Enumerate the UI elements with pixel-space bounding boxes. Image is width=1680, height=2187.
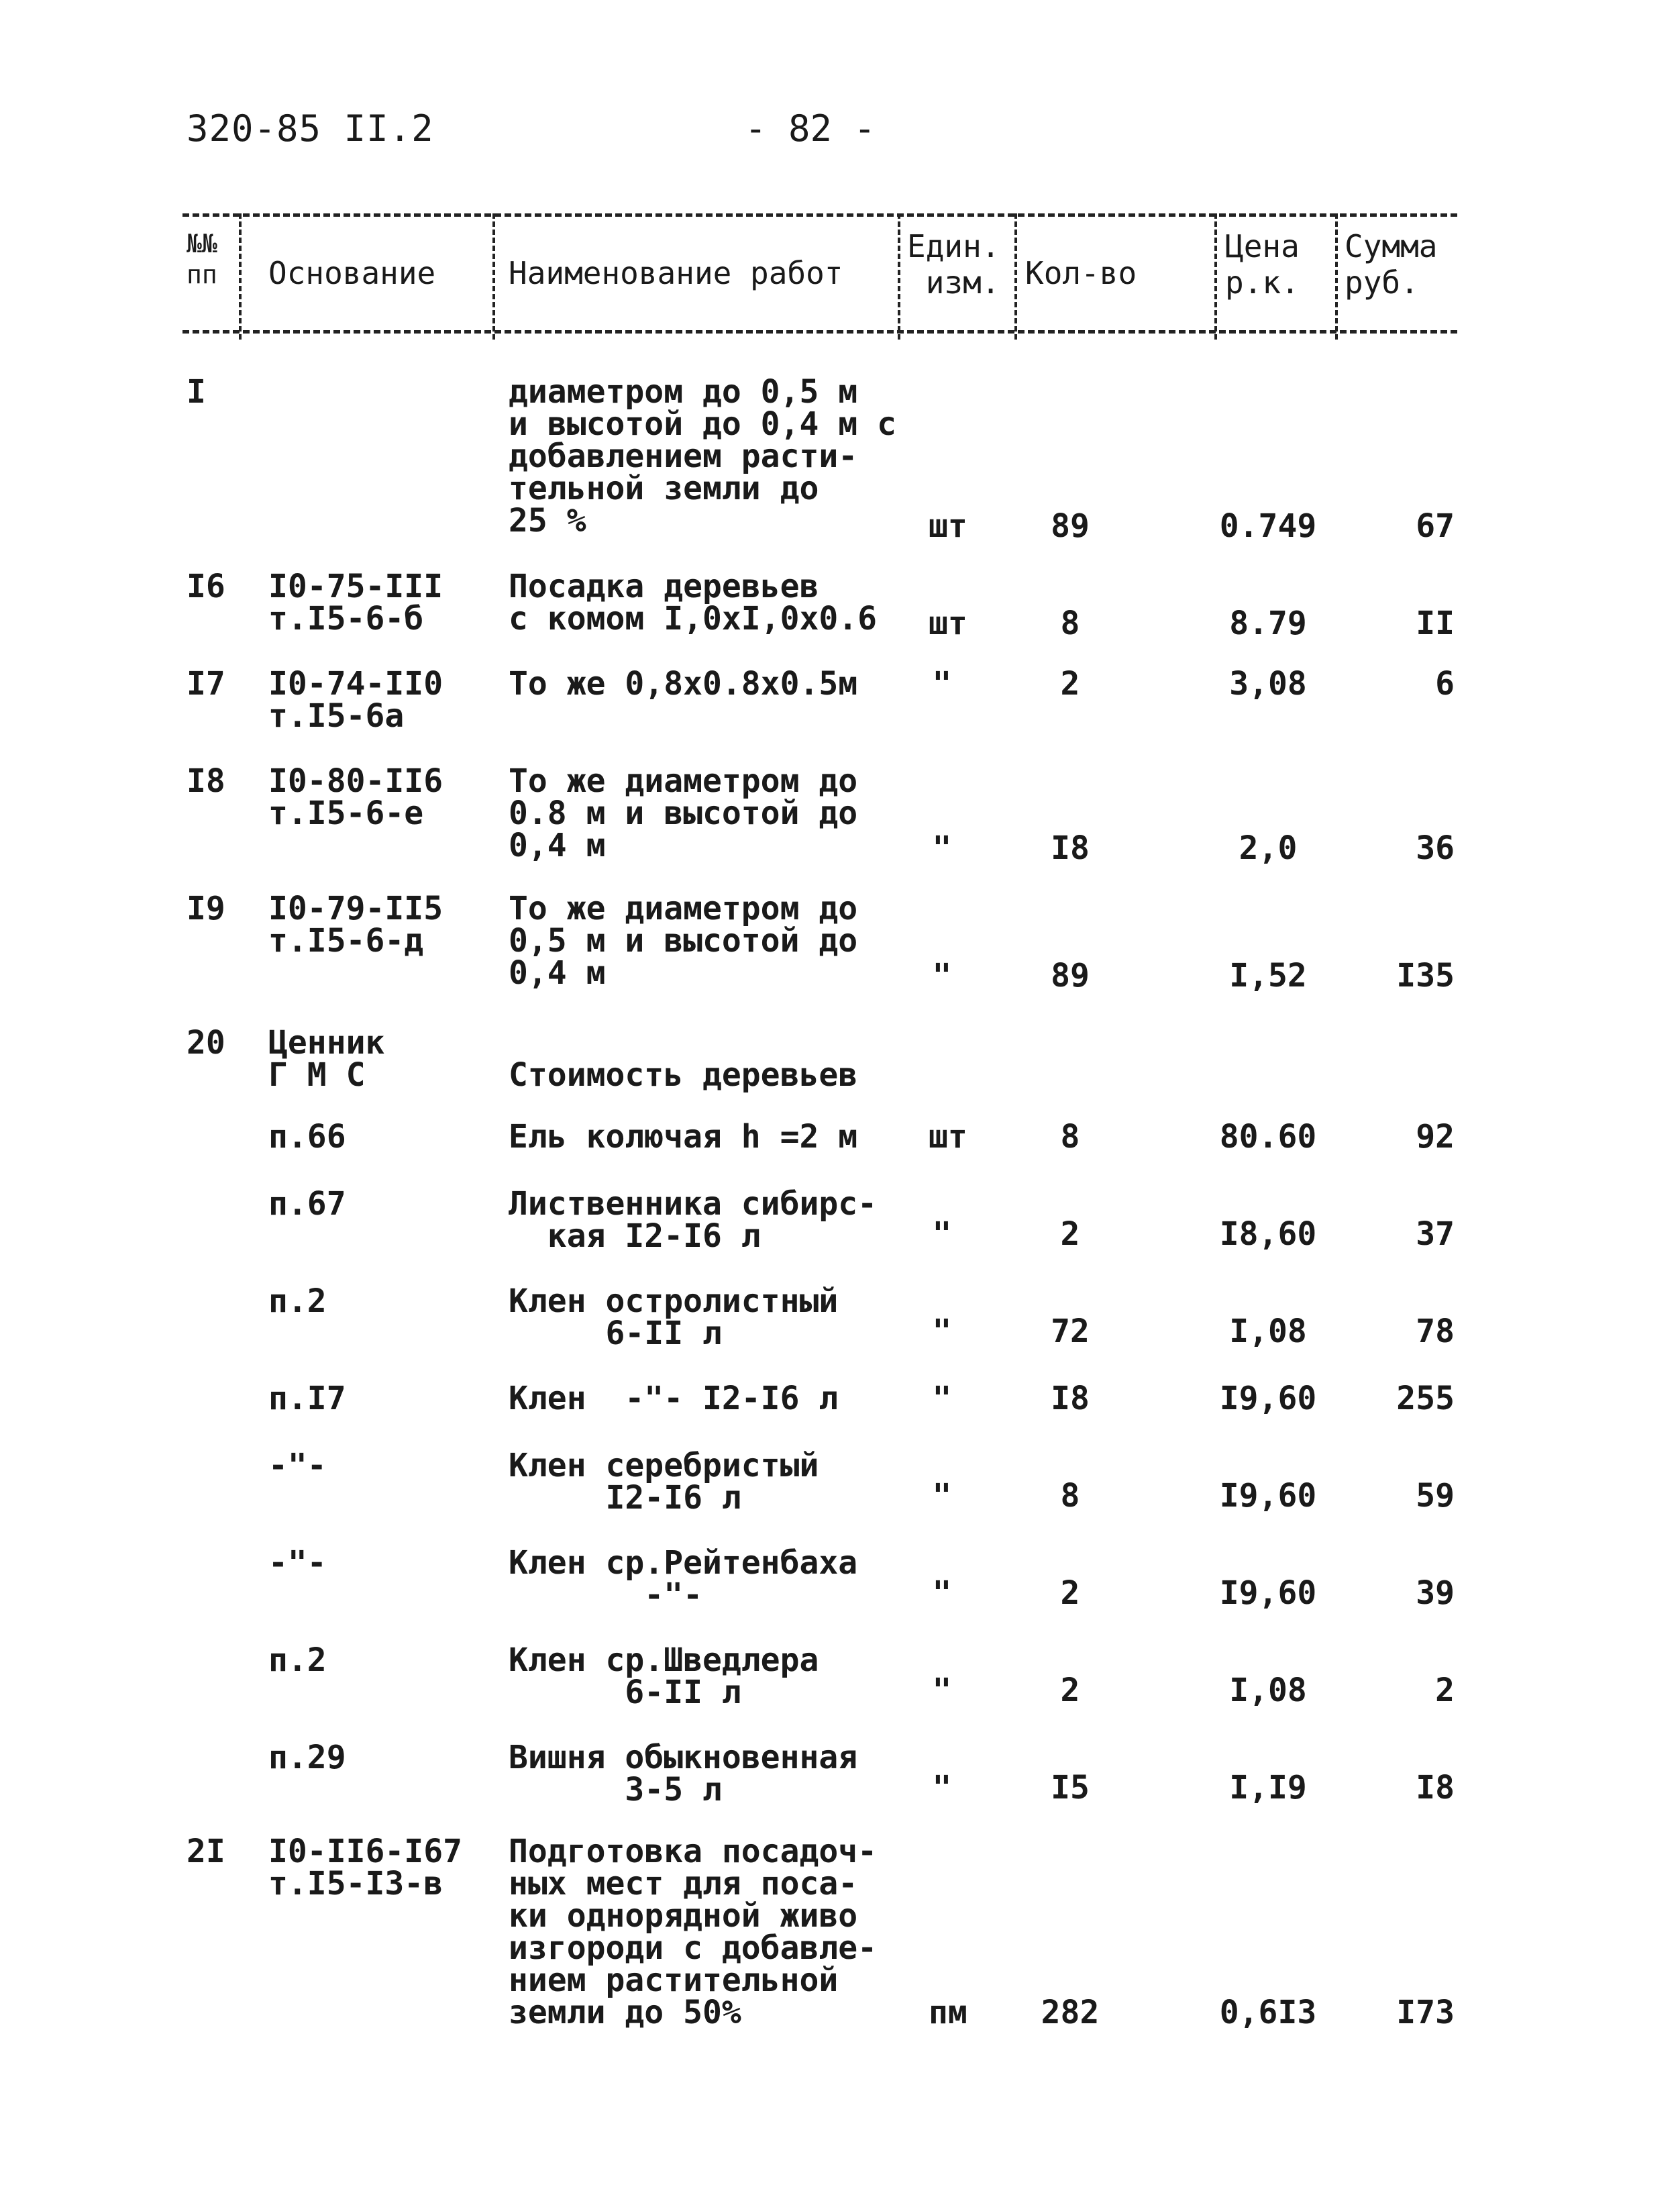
cell-qty: I5 — [1051, 1769, 1090, 1807]
cell-sum: 2 — [1435, 1672, 1455, 1709]
cell-unit: " — [932, 1380, 952, 1417]
cell-price: I9,60 — [1219, 1380, 1317, 1417]
cell-qty: 89 — [1051, 957, 1090, 995]
cell-unit: " — [932, 829, 952, 867]
cell-num: 2I — [187, 1833, 225, 1870]
cell-name: Лиственника сибирс- кая I2-I6 л — [509, 1185, 878, 1255]
cell-base: I0-75-III т.I5-6-б — [268, 568, 443, 638]
cell-qty: 8 — [1060, 1118, 1080, 1156]
cell-qty: 2 — [1060, 1215, 1080, 1253]
cell-price: 0,6I3 — [1219, 1994, 1317, 2031]
cell-qty: 8 — [1060, 605, 1080, 642]
cell-price: I8,60 — [1219, 1215, 1317, 1253]
column-divider — [492, 213, 495, 340]
cell-price: 80.60 — [1219, 1118, 1317, 1156]
cell-unit: пм — [929, 1994, 967, 2031]
cell-name: Посадка деревьев с комом I,0хI,0х0.6 — [509, 568, 878, 638]
cell-qty: 2 — [1060, 665, 1080, 703]
table-header-top-rule — [182, 213, 1457, 217]
cell-sum: I73 — [1396, 1994, 1455, 2031]
cell-base: -"- — [268, 1447, 327, 1484]
header-qty: Кол-во — [1025, 255, 1137, 291]
cell-sum: 255 — [1396, 1380, 1455, 1417]
cell-base: п.29 — [268, 1739, 346, 1776]
cell-sum: II — [1416, 605, 1455, 642]
cell-qty: 72 — [1051, 1313, 1090, 1350]
cell-sum: 78 — [1416, 1313, 1455, 1350]
cell-price: I9,60 — [1219, 1477, 1317, 1515]
cell-name: То же 0,8х0.8х0.5м — [509, 665, 858, 703]
cell-base: Ценник Г М С — [268, 1024, 385, 1094]
cell-unit: " — [932, 1313, 952, 1350]
cell-unit: " — [932, 665, 952, 703]
cell-base: п.2 — [268, 1641, 327, 1679]
cell-price: I,08 — [1229, 1672, 1307, 1709]
cell-qty: 2 — [1060, 1672, 1080, 1709]
cell-unit: " — [932, 1215, 952, 1253]
cell-base: п.I7 — [268, 1380, 346, 1417]
cell-qty: 8 — [1060, 1477, 1080, 1515]
cell-base: п.2 — [268, 1282, 327, 1320]
cell-price: I,I9 — [1229, 1769, 1307, 1807]
cell-name: Клен ср.Шведлера 6-II л — [509, 1641, 819, 1711]
cell-unit: шт — [929, 1118, 967, 1156]
cell-sum: 92 — [1416, 1118, 1455, 1156]
page-number: - 82 - — [745, 107, 876, 150]
cell-base: п.66 — [268, 1118, 346, 1156]
cell-unit: " — [932, 957, 952, 995]
cell-sum: I8 — [1416, 1769, 1455, 1807]
cell-sum: 67 — [1416, 507, 1455, 545]
cell-name: То же диаметром до 0,5 м и высотой до 0,4 м — [509, 890, 858, 992]
cell-unit: " — [932, 1769, 952, 1807]
column-divider — [1214, 213, 1217, 340]
cell-unit: шт — [929, 507, 967, 545]
header-base: Основание — [268, 255, 436, 291]
cell-base: I0-79-II5 т.I5-6-д — [268, 890, 443, 960]
cell-qty: 282 — [1041, 1994, 1100, 2031]
column-divider — [239, 213, 242, 340]
cell-sum: 59 — [1416, 1477, 1455, 1515]
cell-num: I6 — [187, 568, 225, 605]
column-divider — [1014, 213, 1017, 340]
cell-qty: I8 — [1051, 1380, 1090, 1417]
cell-sum: 37 — [1416, 1215, 1455, 1253]
table-header-bottom-rule — [182, 330, 1457, 334]
cell-qty: I8 — [1051, 829, 1090, 867]
cell-price: 8.79 — [1229, 605, 1307, 642]
cell-unit: " — [932, 1672, 952, 1709]
cell-name: Клен остролистный 6-II л — [509, 1282, 839, 1352]
cell-sum: I35 — [1396, 957, 1455, 995]
column-divider — [898, 213, 900, 340]
cell-num: I — [187, 373, 206, 411]
cell-qty: 89 — [1051, 507, 1090, 545]
cell-num: I9 — [187, 890, 225, 927]
cell-unit: " — [932, 1477, 952, 1515]
cell-price: 3,08 — [1229, 665, 1307, 703]
header-sum: Сумма руб. — [1345, 228, 1438, 301]
header-unit: Един. изм. — [907, 228, 1000, 301]
cell-name: Клен ср.Рейтенбаха -"- — [509, 1544, 858, 1614]
cell-name: Подготовка посадоч- ных мест для поса- ки однорядной живо изгороди с добавле- нием растительной земли до 50% — [509, 1833, 878, 2031]
header-num: №№ пп — [187, 229, 217, 289]
cell-qty: 2 — [1060, 1574, 1080, 1612]
header-name: Наименование работ — [509, 255, 843, 291]
cell-price: I,08 — [1229, 1313, 1307, 1350]
cell-base: I0-II6-I67 т.I5-I3-в — [268, 1833, 462, 1902]
cell-price: I,52 — [1229, 957, 1307, 995]
cell-base: I0-74-II0 т.I5-6а — [268, 665, 443, 735]
cell-base: I0-80-II6 т.I5-6-е — [268, 762, 443, 832]
cell-price: 2,0 — [1239, 829, 1298, 867]
cell-name: То же диаметром до 0.8 м и высотой до 0,4 м — [509, 762, 858, 864]
cell-name: Клен серебристый I2-I6 л — [509, 1447, 819, 1517]
column-divider — [1335, 213, 1338, 340]
document-code: 320-85 II.2 — [187, 107, 434, 150]
cell-num: 20 — [187, 1024, 225, 1062]
cell-name: Клен -"- I2-I6 л — [509, 1380, 839, 1417]
cell-price: 0.749 — [1219, 507, 1317, 545]
header-price: Цена р.к. — [1225, 228, 1300, 301]
cell-name: диаметром до 0,5 м и высотой до 0,4 м с добавлением расти- тельной земли до 25 % — [509, 373, 896, 540]
cell-name: Стоимость деревьев — [509, 1056, 858, 1094]
cell-num: I7 — [187, 665, 225, 703]
cell-num: I8 — [187, 762, 225, 800]
cell-price: I9,60 — [1219, 1574, 1317, 1612]
cell-name: Вишня обыкновенная 3-5 л — [509, 1739, 858, 1809]
cell-sum: 39 — [1416, 1574, 1455, 1612]
cell-unit: шт — [929, 605, 967, 642]
cell-base: -"- — [268, 1544, 327, 1582]
cell-base: п.67 — [268, 1185, 346, 1223]
cell-unit: " — [932, 1574, 952, 1612]
cell-sum: 6 — [1435, 665, 1455, 703]
cell-name: Ель колючая h =2 м — [509, 1118, 858, 1156]
cell-sum: 36 — [1416, 829, 1455, 867]
